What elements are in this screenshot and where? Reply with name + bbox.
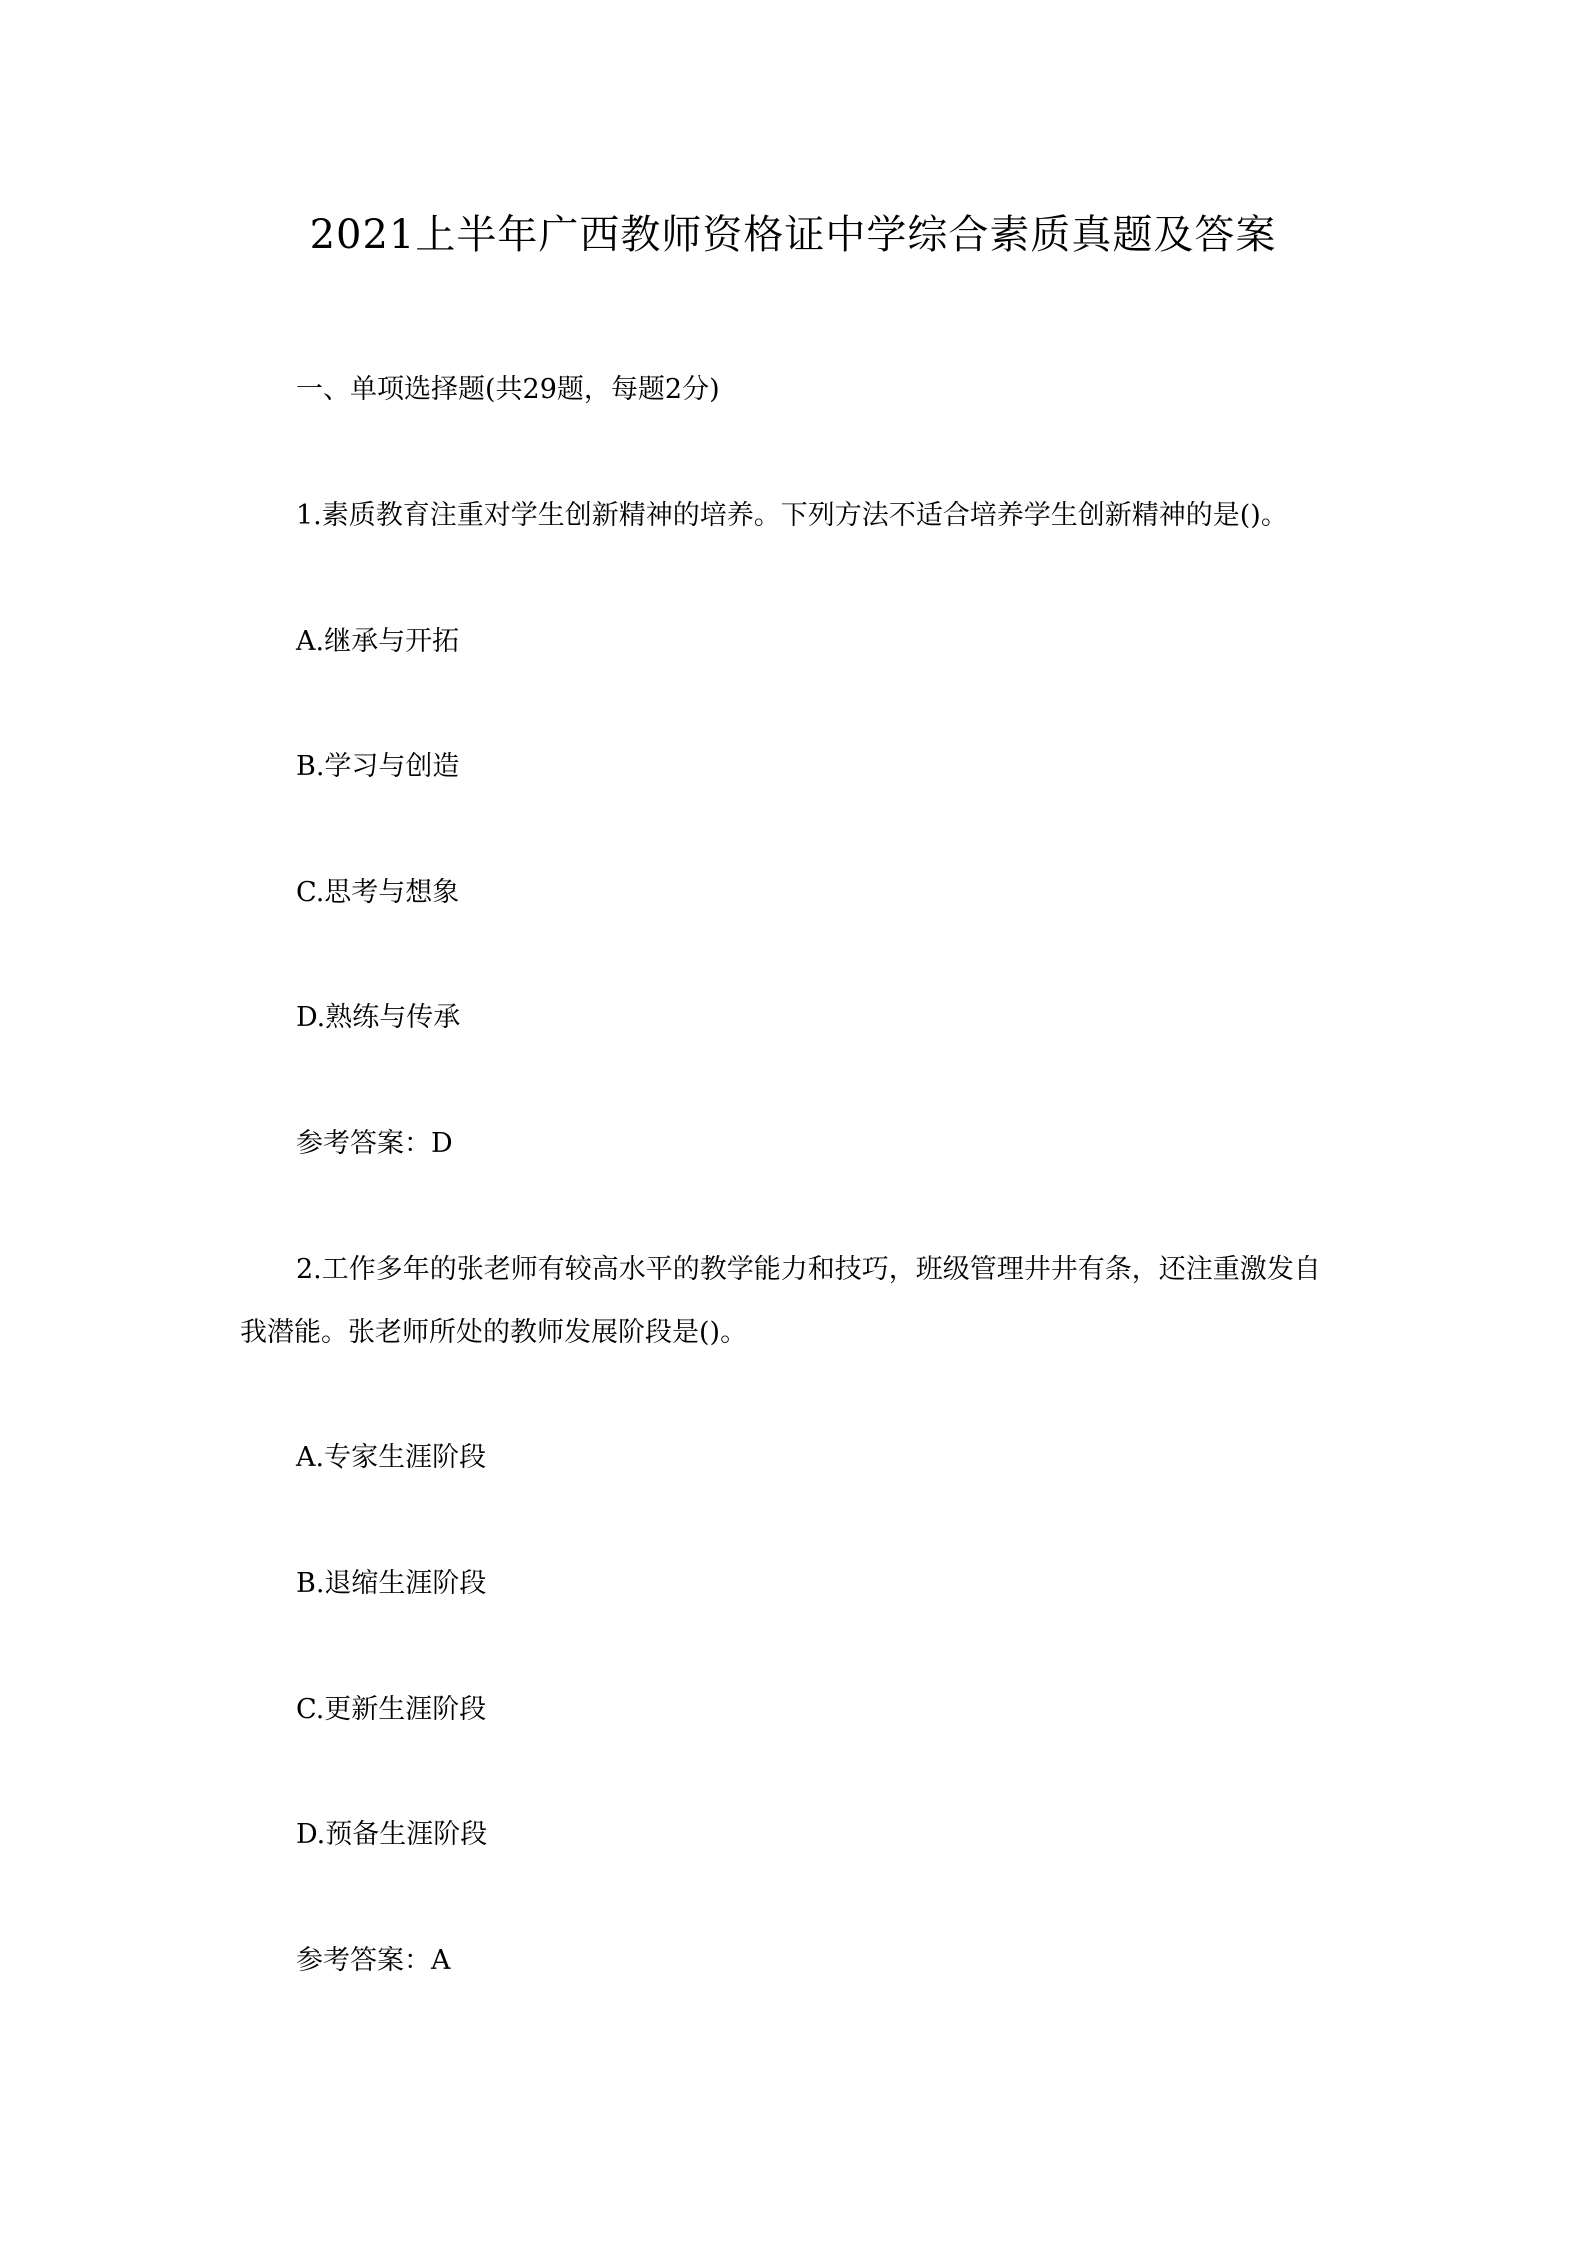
- section-heading: 一、单项选择题(共29题，每题2分): [296, 374, 720, 405]
- question-1-stem: 1.素质教育注重对学生创新精神的培养。下列方法不适合培养学生创新精神的是()。: [296, 500, 1288, 531]
- question-2-stem-line-2: 我潜能。张老师所处的教师发展阶段是()。: [240, 1317, 748, 1348]
- question-2-option-a: A.专家生涯阶段: [296, 1442, 487, 1473]
- question-1-option-a: A.继承与开拓: [296, 626, 460, 657]
- question-1-option-d: D.熟练与传承: [296, 1002, 461, 1033]
- question-2-stem-line-1: 2.工作多年的张老师有较高水平的教学能力和技巧，班级管理井井有条，还注重激发自: [296, 1254, 1321, 1285]
- question-2-option-b: B.退缩生涯阶段: [296, 1568, 487, 1599]
- question-1-option-b: B.学习与创造: [296, 751, 460, 782]
- question-1-option-c: C.思考与想象: [296, 877, 460, 908]
- document-title: 2021上半年广西教师资格证中学综合素质真题及答案: [309, 212, 1277, 258]
- question-1-answer: 参考答案：D: [296, 1128, 453, 1159]
- question-2-answer: 参考答案：A: [296, 1945, 451, 1976]
- question-2-option-d: D.预备生涯阶段: [296, 1819, 488, 1850]
- question-2-option-c: C.更新生涯阶段: [296, 1694, 487, 1725]
